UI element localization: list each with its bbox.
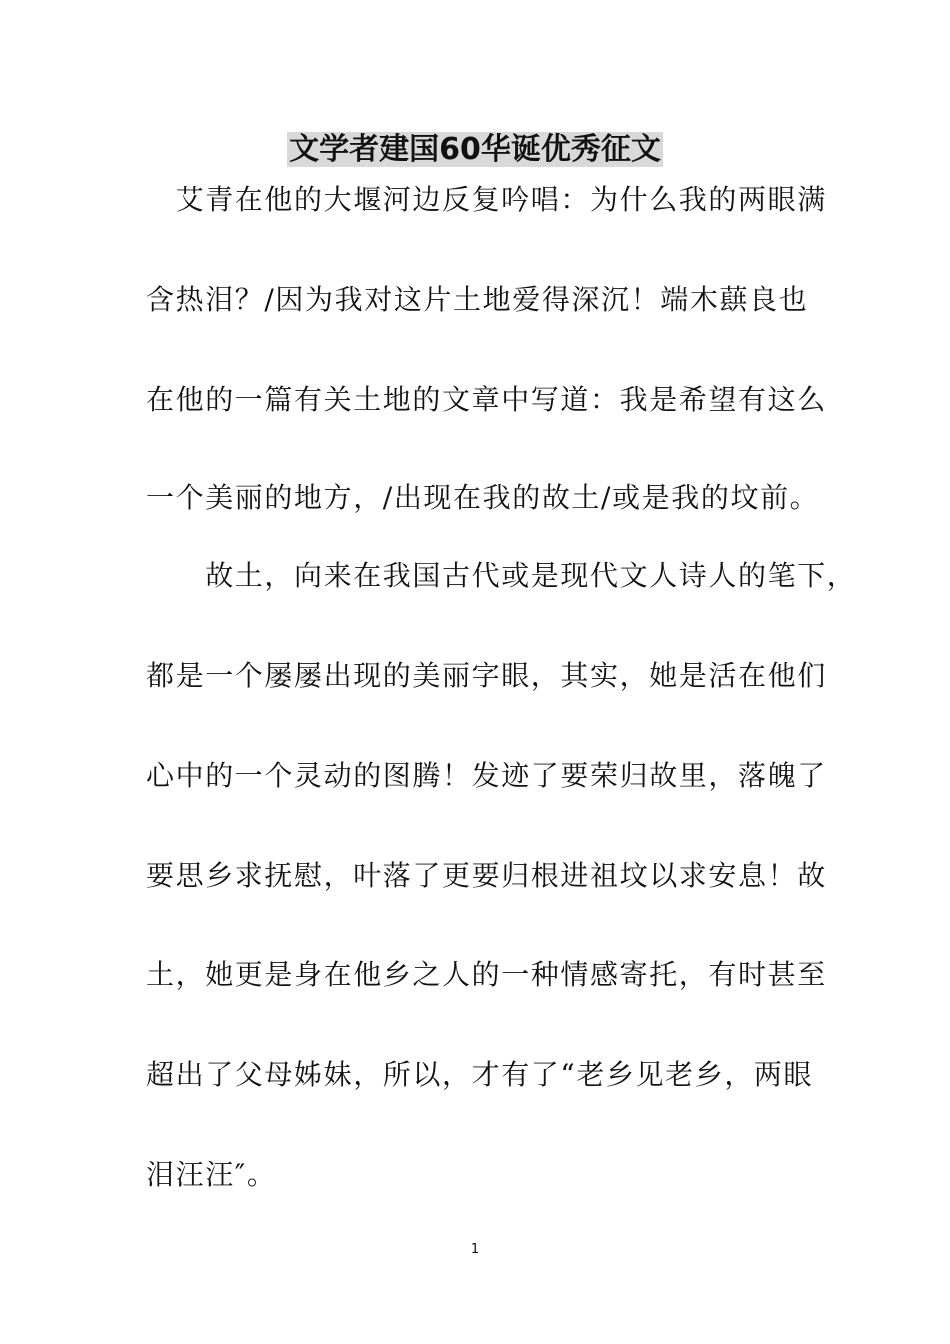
document-title-text: 文学者建国60华诞优秀征文 <box>289 132 661 167</box>
page-number: 1 <box>470 1242 480 1257</box>
document-title <box>0 128 950 172</box>
body-line-10: 超出了父母姊妹，所以，才有了“老乡见老乡，两眼 <box>146 1058 814 1091</box>
body-line-5: 故土，向来在我国古代或是现代文人诗人的笔下， <box>146 559 857 592</box>
body-line-8: 要思乡求抚慰，叶落了更要归根进祖坟以求安息！故 <box>146 859 827 892</box>
body-line-1: 艾青在他的大堰河边反复吟唱：为什么我的两眼满 <box>146 183 827 216</box>
body-line-9: 土，她更是身在他乡之人的一种情感寄托，有时甚至 <box>146 958 827 991</box>
body-line-4: 一个美丽的地方，/出现在我的故土/或是我的坟前。 <box>146 481 820 514</box>
body-line-2: 含热泪？/因为我对这片土地爱得深沉！端木蕻良也 <box>146 283 809 316</box>
body-line-6: 都是一个屡屡出现的美丽字眼，其实，她是活在他们 <box>146 659 827 692</box>
body-line-7: 心中的一个灵动的图腾！发迹了要荣归故里，落魄了 <box>146 759 827 792</box>
body-line-11: 泪汪汪″。 <box>146 1158 277 1191</box>
body-line-3: 在他的一篇有关土地的文章中写道：我是希望有这么 <box>146 383 827 416</box>
